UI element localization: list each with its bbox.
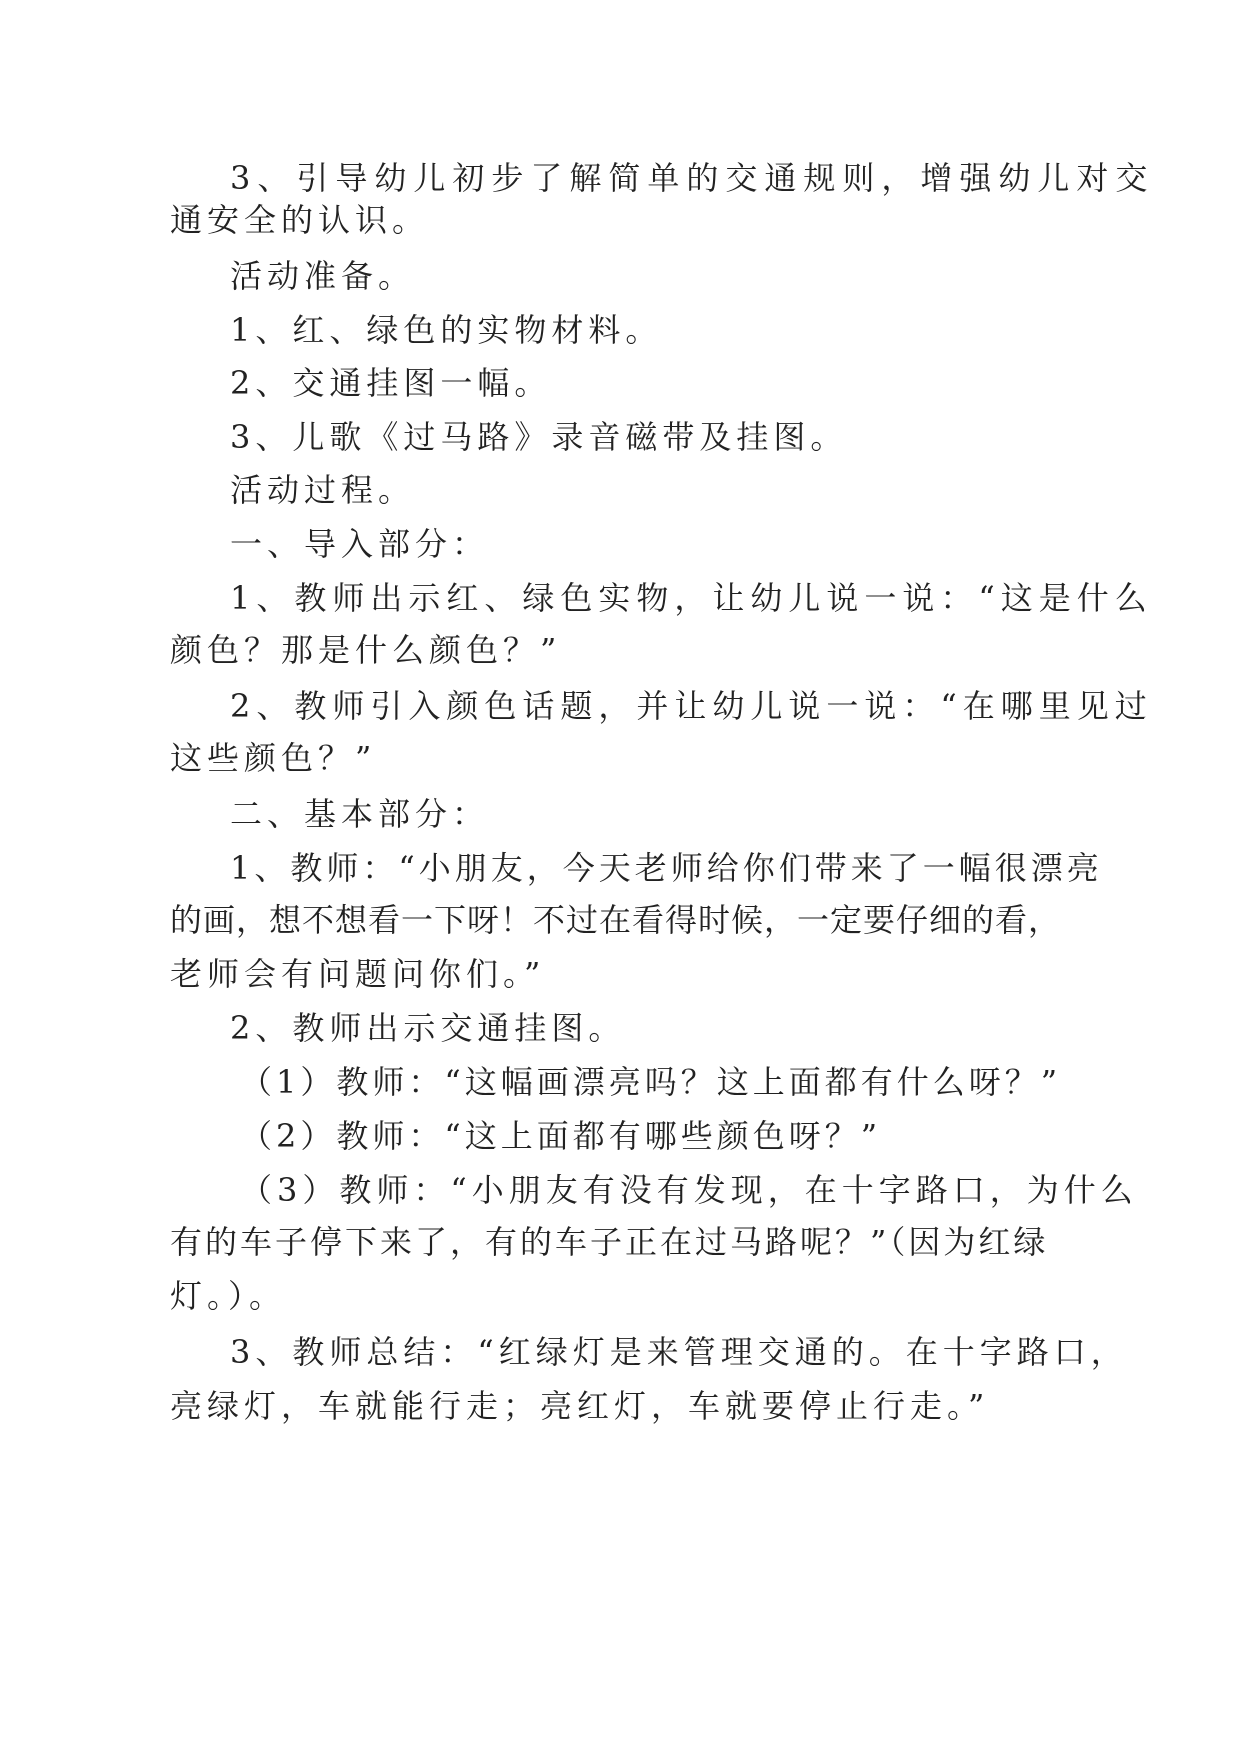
text-line: 通安全的认识。: [170, 201, 430, 239]
text-line: 3、引导幼儿初步了解简单的交通规则，增强幼儿对交: [230, 159, 1155, 197]
text-line: （1）教师：“这幅画漂亮吗？这上面都有什么呀？”: [240, 1063, 1062, 1101]
text-line: 这些颜色？”: [170, 739, 377, 777]
text-line: 活动过程。: [230, 471, 416, 509]
text-line: 3、教师总结：“红绿灯是来管理交通的。在十字路口，: [230, 1333, 1128, 1371]
text-line: 灯。）。: [170, 1277, 287, 1315]
text-line: 1、教师出示红、绿色实物，让幼儿说一说：“这是什么: [230, 579, 1153, 617]
text-line: 2、教师引入颜色话题，并让幼儿说一说：“在哪里见过: [230, 687, 1153, 725]
text-line: 二、基本部分：: [230, 795, 490, 833]
text-line: 一、导入部分：: [230, 525, 490, 563]
text-line: 活动准备。: [230, 257, 416, 295]
text-line: 1、红、绿色的实物材料。: [230, 311, 663, 349]
text-line: 的画，想不想看一下呀！不过在看得时候，一定要仔细的看，: [170, 901, 1062, 939]
text-line: 老师会有问题问你们。”: [170, 955, 546, 993]
text-line: 颜色？那是什么颜色？”: [170, 631, 562, 669]
text-line: 亮绿灯，车就能行走；亮红灯，车就要停止行走。”: [170, 1387, 990, 1425]
text-line: 2、交通挂图一幅。: [230, 364, 552, 402]
text-line: 3、儿歌《过马路》录音磁带及挂图。: [230, 418, 848, 456]
text-line: （2）教师：“这上面都有哪些颜色呀？”: [240, 1117, 882, 1155]
text-line: （3）教师：“小朋友有没有发现，在十字路口，为什么: [240, 1171, 1138, 1209]
text-line: 2、教师出示交通挂图。: [230, 1009, 626, 1047]
text-line: 有的车子停下来了，有的车子正在过马路呢？”（因为红绿: [170, 1223, 1049, 1261]
text-line: 1、教师：“小朋友，今天老师给你们带来了一幅很漂亮: [230, 849, 1103, 887]
